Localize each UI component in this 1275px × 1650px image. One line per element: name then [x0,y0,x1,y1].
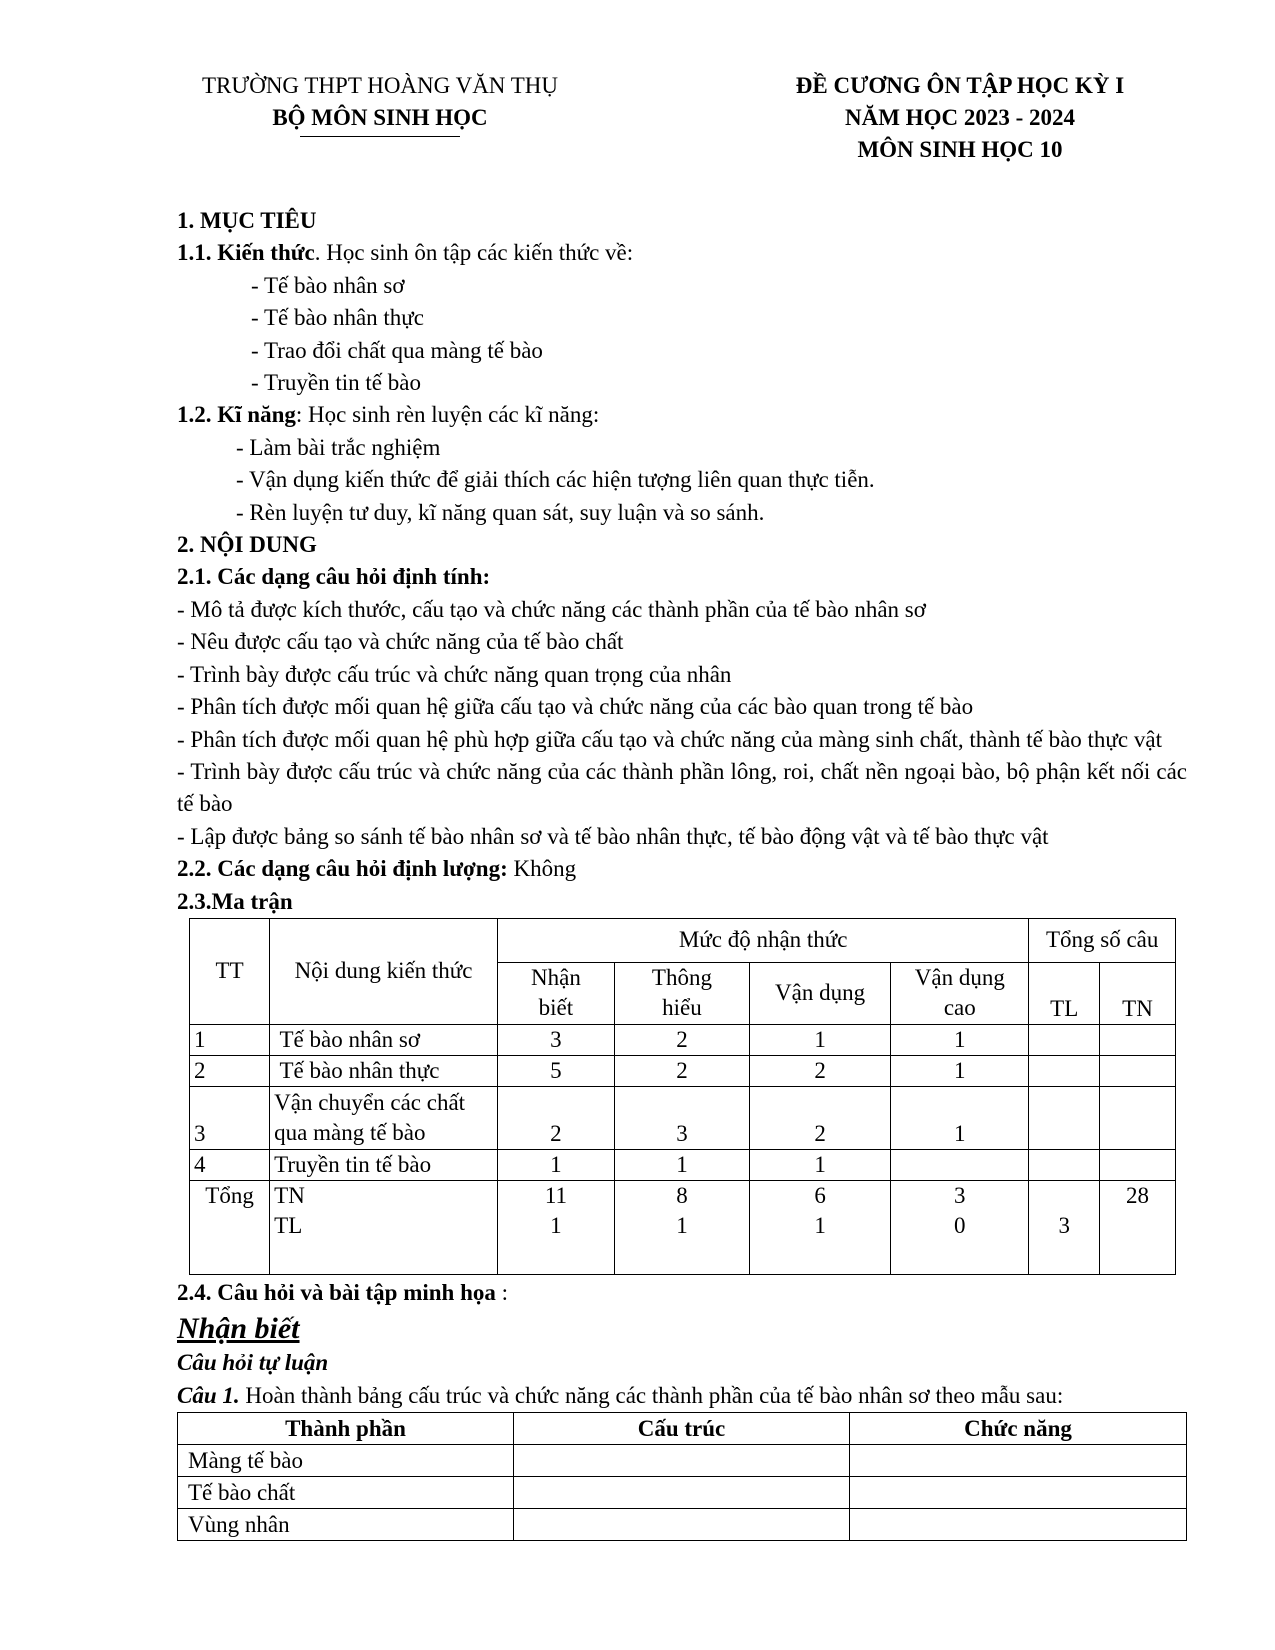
matrix-header-content: Nội dung kiến thức [270,918,498,1024]
matrix-cell [1029,1024,1100,1055]
quantitative-line [177,853,1187,885]
matrix-cell: 1 [749,1024,890,1055]
question-label: Câu 1. [177,1382,240,1408]
matrix-table [189,918,1176,1275]
component-table [177,1412,1187,1541]
component-structure-cell [514,1445,850,1477]
header-divider [300,136,460,137]
matrix-cell: 3 [614,1086,749,1149]
matrix-cell [1029,1149,1100,1180]
matrix-cell: 2 [749,1086,890,1149]
matrix-total-tn: 28 [1100,1180,1176,1274]
matrix-cell: 2 [497,1086,614,1149]
matrix-header-application: Vận dụng [749,962,890,1024]
matrix-cell: 3 [497,1024,614,1055]
subject-title: MÔN SINH HỌC 10 [857,137,1063,162]
knowledge-line [177,237,1187,269]
component-header-part: Thành phần [178,1413,514,1445]
matrix-heading: 2.3.Ma trận [177,888,293,914]
doc-title: ĐỀ CƯƠNG ÔN TẬP HỌC KỲ I [795,73,1125,98]
matrix-cell: 1 [614,1149,749,1180]
illustration-line [177,1277,1187,1309]
matrix-cell: 1 [749,1149,890,1180]
qualitative-item: - Phân tích được mối quan hệ phù hợp giữa cấu tạo và chức năng của màng sinh chất, thành tế bào thực vật [177,726,1162,752]
skills-text: : Học sinh rèn luyện các kĩ năng: [295,402,600,428]
matrix-header-level: Mức độ nhận thức [497,918,1028,962]
matrix-cell: 1 [891,1055,1029,1086]
school-name: TRƯỜNG THPT HOÀNG VĂN THỤ [201,73,559,98]
matrix-cell: 5 [497,1055,614,1086]
department-name: BỘ MÔN SINH HỌC [272,105,488,130]
matrix-cell [1029,1086,1100,1149]
matrix-row [190,1086,1176,1149]
qualitative-item: - Nêu được cấu tạo và chức năng của tế bào chất [177,629,624,655]
school-year: NĂM HỌC 2023 - 2024 [845,105,1075,130]
header-left [160,70,600,137]
component-name: Tế bào chất [178,1477,514,1509]
knowledge-item: - Trao đổi chất qua màng tế bào [251,337,543,363]
matrix-row [190,1024,1176,1055]
matrix-header-recognition: Nhận biết [497,962,614,1024]
matrix-total-label: Tổng [190,1180,270,1274]
knowledge-text: . Học sinh ôn tập các kiến thức về: [314,240,634,266]
matrix-total-understanding: 8 1 [614,1180,749,1274]
matrix-cell [1100,1086,1176,1149]
matrix-total-application: 6 1 [749,1180,890,1274]
skill-item: - Vận dụng kiến thức để giải thích các hiện tượng liên quan thực tiễn. [236,467,875,493]
knowledge-label: 1.1. Kiến thức [177,240,315,266]
knowledge-item: - Tế bào nhân thực [251,305,424,331]
matrix-cell-tt: 1 [190,1024,270,1055]
knowledge-item: - Tế bào nhân sơ [251,272,405,298]
matrix-row [190,1149,1176,1180]
matrix-header-understanding: Thông hiểu [614,962,749,1024]
qualitative-heading: 2.1. Các dạng câu hỏi định tính: [177,564,491,590]
matrix-cell-tt: 3 [190,1086,270,1149]
matrix-total-row [190,1180,1176,1274]
question-text: Hoàn thành bảng cấu trúc và chức năng các thành phần của tế bào nhân sơ theo mẫu sau: [239,1382,1064,1408]
section-1-heading: 1. MỤC TIÊU [177,208,317,233]
skill-item: - Làm bài trắc nghiệm [236,434,441,460]
matrix-row [190,1055,1176,1086]
matrix-cell-content: Truyền tin tế bào [270,1149,498,1180]
component-structure-cell [514,1477,850,1509]
header-right [740,70,1180,166]
matrix-cell [1100,1055,1176,1086]
component-name: Màng tế bào [178,1445,514,1477]
matrix-total-tl: 3 [1029,1180,1100,1274]
matrix-total-recognition: 11 1 [497,1180,614,1274]
matrix-header-total: Tổng số câu [1029,918,1176,962]
matrix-cell: 1 [891,1024,1029,1055]
component-name: Vùng nhân [178,1509,514,1541]
matrix-cell: 2 [749,1055,890,1086]
knowledge-item: - Truyền tin tế bào [251,370,421,396]
illustration-suffix: : [495,1279,509,1305]
question-line [177,1380,1187,1412]
skills-line [177,399,1187,431]
matrix-cell-content: Tế bào nhân thực [270,1055,498,1086]
component-header-structure: Cấu trúc [514,1413,850,1445]
matrix-cell-content: Tế bào nhân sơ [270,1024,498,1055]
component-structure-cell [514,1509,850,1541]
component-function-cell [850,1477,1187,1509]
essay-label: Câu hỏi tự luận [177,1350,329,1376]
level-title: Nhận biết [177,1312,300,1346]
matrix-header-tt: TT [190,918,270,1024]
matrix-header-advanced-application: Vận dụng cao [891,962,1029,1024]
matrix-cell-content: Vận chuyển các chất qua màng tế bào [270,1086,498,1149]
qualitative-item: - Trình bày được cấu trúc và chức năng quan trọng của nhân [177,661,732,687]
illustration-label: 2.4. Câu hỏi và bài tập minh họa [177,1279,496,1305]
matrix-cell [891,1149,1029,1180]
matrix-total-types: TN TL [270,1180,498,1274]
matrix-cell: 2 [614,1024,749,1055]
matrix-cell [1029,1055,1100,1086]
matrix-cell [1100,1024,1176,1055]
section-2-heading: 2. NỘI DUNG [177,532,317,558]
document-body [177,205,1187,1541]
skills-label: 1.2. Kĩ năng [177,402,296,428]
component-row [178,1445,1187,1477]
matrix-cell-tt: 2 [190,1055,270,1086]
quantitative-label: 2.2. Các dạng câu hỏi định lượng: [177,856,508,882]
matrix-cell: 2 [614,1055,749,1086]
qualitative-item: - Mô tả được kích thước, cấu tạo và chức năng các thành phần của tế bào nhân sơ [177,596,926,622]
matrix-header-tn: TN [1100,962,1176,1024]
qualitative-item: - Phân tích được mối quan hệ giữa cấu tạo và chức năng của các bào quan trong tế bào [177,694,974,720]
component-header-function: Chức năng [850,1413,1187,1445]
matrix-cell: 1 [497,1149,614,1180]
component-row [178,1509,1187,1541]
component-function-cell [850,1445,1187,1477]
component-function-cell [850,1509,1187,1541]
matrix-total-advanced: 3 0 [891,1180,1029,1274]
quantitative-value: Không [507,856,577,882]
qualitative-item: - Lập được bảng so sánh tế bào nhân sơ và tế bào nhân thực, tế bào động vật và tế bào thực vật [177,823,1049,849]
matrix-cell-tt: 4 [190,1149,270,1180]
matrix-cell [1100,1149,1176,1180]
matrix-cell: 1 [891,1086,1029,1149]
matrix-header-tl: TL [1029,962,1100,1024]
component-row [178,1477,1187,1509]
skill-item: - Rèn luyện tư duy, kĩ năng quan sát, suy luận và so sánh. [236,499,765,525]
qualitative-item: - Trình bày được cấu trúc và chức năng của các thành phần lông, roi, chất nền ngoại bào, bộ phận kết nối các tế bào [177,758,1187,817]
